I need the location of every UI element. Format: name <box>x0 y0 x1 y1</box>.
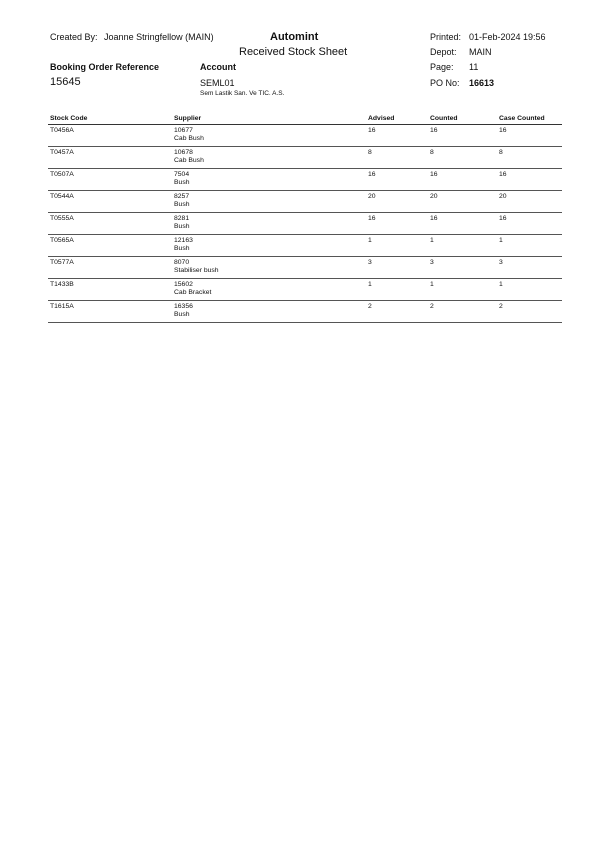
table-header <box>48 115 562 125</box>
counted-qty: 3 <box>430 259 434 266</box>
supplier-number: 10678 <box>174 149 193 156</box>
advised-qty: 16 <box>368 215 376 222</box>
advised-qty: 16 <box>368 127 376 134</box>
stock-code: T0544A <box>50 193 74 200</box>
table-row <box>48 257 562 279</box>
created-by-value: Joanne Stringfellow (MAIN) <box>104 32 214 42</box>
page-value: 11 <box>469 62 479 72</box>
supplier-number: 7504 <box>174 171 190 178</box>
supplier-description: Cab Bracket <box>174 289 212 296</box>
stock-table <box>48 115 562 323</box>
table-row <box>48 191 562 213</box>
table-row <box>48 235 562 257</box>
depot-label: Depot: <box>430 47 457 57</box>
counted-qty: 20 <box>430 193 438 200</box>
table-row <box>48 169 562 191</box>
stock-code: T0555A <box>50 215 74 222</box>
supplier-cell <box>174 215 190 231</box>
case-counted-qty: 16 <box>499 215 507 222</box>
supplier-cell <box>174 303 193 319</box>
counted-qty: 1 <box>430 281 434 288</box>
account-code: SEML01 <box>200 78 235 88</box>
supplier-description: Stabiliser bush <box>174 267 219 274</box>
advised-qty: 3 <box>368 259 372 266</box>
supplier-cell <box>174 193 190 209</box>
col-case-counted: Case Counted <box>499 115 545 122</box>
created-by <box>50 32 214 42</box>
counted-qty: 16 <box>430 127 438 134</box>
case-counted-qty: 16 <box>499 127 507 134</box>
supplier-number: 12163 <box>174 237 193 244</box>
supplier-description: Bush <box>174 223 190 230</box>
sheet-title: Received Stock Sheet <box>239 46 348 58</box>
counted-qty: 16 <box>430 171 438 178</box>
counted-qty: 2 <box>430 303 434 310</box>
col-supplier: Supplier <box>174 115 202 122</box>
case-counted-qty: 16 <box>499 171 507 178</box>
table-row <box>48 147 562 169</box>
po-label: PO No: <box>430 78 460 88</box>
table-row <box>48 279 562 301</box>
printed-label: Printed: <box>430 32 462 42</box>
stock-code: T1433B <box>50 281 74 288</box>
table-row <box>48 301 562 323</box>
supplier-number: 8281 <box>174 215 190 222</box>
supplier-number: 15602 <box>174 281 193 288</box>
supplier-description: Cab Bush <box>174 135 204 142</box>
depot-value: MAIN <box>469 47 492 57</box>
col-stock-code: Stock Code <box>50 115 88 122</box>
page-label: Page: <box>430 62 454 72</box>
stock-code: T1615A <box>50 303 74 310</box>
supplier-cell <box>174 149 204 165</box>
table-row <box>48 213 562 235</box>
stock-code: T0565A <box>50 237 74 244</box>
stock-code: T0456A <box>50 127 74 134</box>
supplier-description: Bush <box>174 201 190 208</box>
supplier-cell <box>174 237 193 253</box>
stock-code: T0457A <box>50 149 74 156</box>
supplier-cell <box>174 127 204 143</box>
supplier-description: Cab Bush <box>174 157 204 164</box>
case-counted-qty: 1 <box>499 281 503 288</box>
company-name: Automint <box>270 31 319 43</box>
counted-qty: 16 <box>430 215 438 222</box>
advised-qty: 20 <box>368 193 376 200</box>
case-counted-qty: 2 <box>499 303 503 310</box>
supplier-description: Bush <box>174 245 190 252</box>
col-advised: Advised <box>368 115 395 122</box>
account-label: Account <box>200 62 236 72</box>
advised-qty: 16 <box>368 171 376 178</box>
counted-qty: 1 <box>430 237 434 244</box>
po-value: 16613 <box>469 78 495 88</box>
case-counted-qty: 8 <box>499 149 503 156</box>
supplier-cell <box>174 259 219 275</box>
printed-value: 01-Feb-2024 19:56 <box>469 32 546 42</box>
supplier-description: Bush <box>174 311 190 318</box>
created-by-label: Created By: <box>50 32 98 42</box>
case-counted-qty: 3 <box>499 259 503 266</box>
supplier-description: Bush <box>174 179 190 186</box>
account-name: Sem Lastik San. Ve TIC. A.S. <box>200 90 285 97</box>
table-row <box>48 125 562 147</box>
supplier-cell <box>174 171 190 187</box>
advised-qty: 1 <box>368 281 372 288</box>
stock-code: T0507A <box>50 171 74 178</box>
supplier-number: 8257 <box>174 193 190 200</box>
col-counted: Counted <box>430 115 458 122</box>
stock-code: T0577A <box>50 259 74 266</box>
advised-qty: 8 <box>368 149 372 156</box>
supplier-number: 8070 <box>174 259 190 266</box>
table-body <box>48 125 562 323</box>
advised-qty: 1 <box>368 237 372 244</box>
supplier-number: 10677 <box>174 127 193 134</box>
booking-ref-value: 15645 <box>50 76 81 88</box>
booking-ref-label: Booking Order Reference <box>50 62 160 72</box>
case-counted-qty: 20 <box>499 193 507 200</box>
case-counted-qty: 1 <box>499 237 503 244</box>
counted-qty: 8 <box>430 149 434 156</box>
supplier-cell <box>174 281 211 297</box>
supplier-number: 16356 <box>174 303 193 310</box>
advised-qty: 2 <box>368 303 372 310</box>
